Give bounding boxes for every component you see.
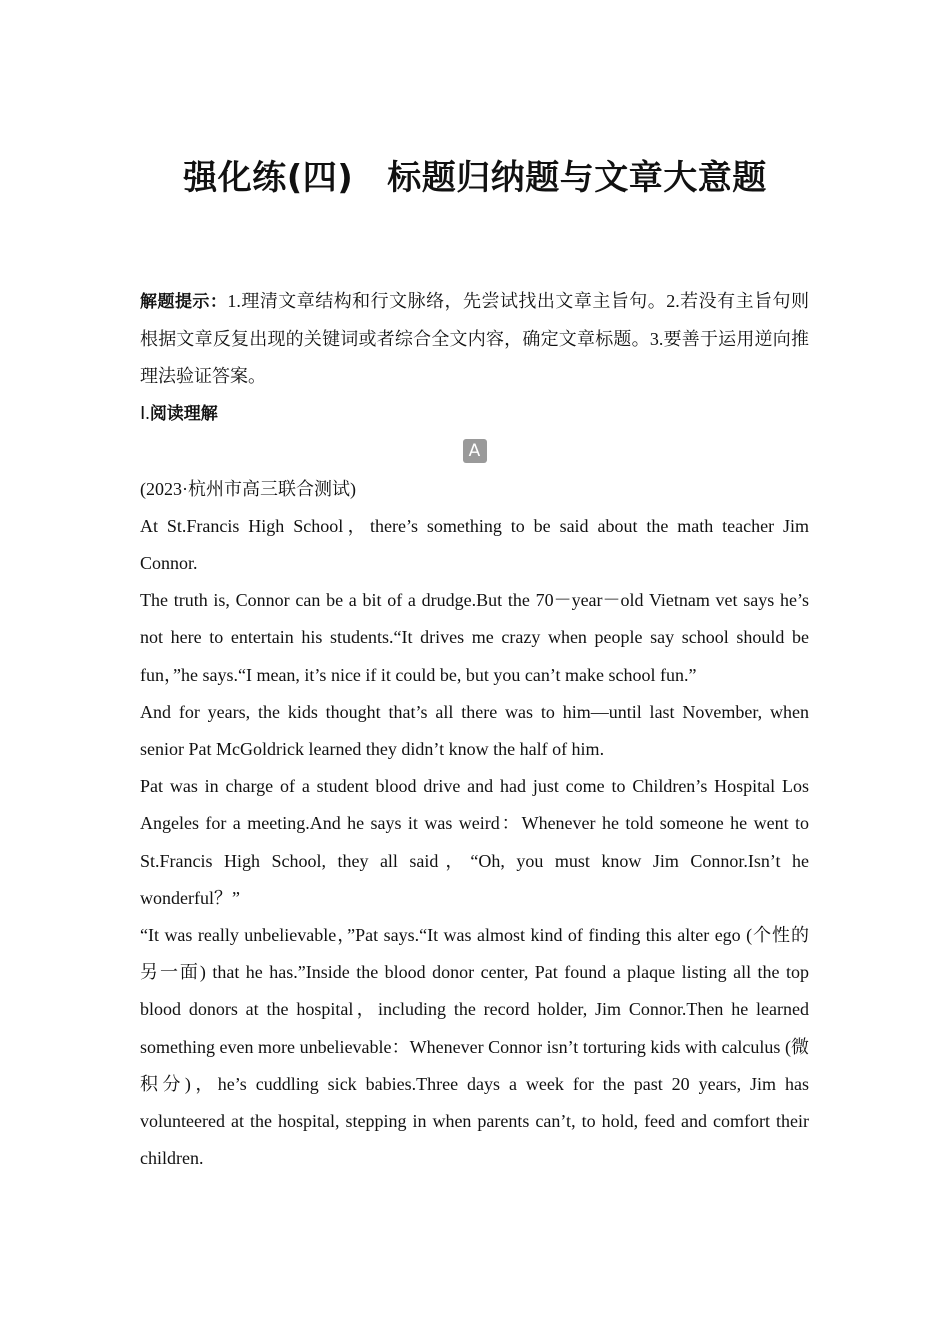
title-part-2: 标题归纳题与文章大意题 [387,158,767,198]
source-line: (2023·杭州市高三联合测试) [140,478,356,499]
passage-badge-row [140,431,809,471]
tips-text: 1.理清文章结构和行文脉络，先尝试找出文章主旨句。2.若没有主旨句则根据文章反复出现的关键词或者综合全文内容，确定文章标题。3.要善于运用逆向推理法验证答案。 [140,291,810,387]
document-body [140,283,809,1177]
title-part-1: 强化练(四) [183,158,354,198]
paragraph-1: At St.Francis High School，there’s something to be said about the math teacher Jim Connor. [140,515,809,574]
paragraph-5: “It was really unbelievable，”Pat says.“It was almost kind of finding this alter ego (个性的另一面) that he has.”Inside the blood donor center, Pat found a plaque listing all the top blood donors at the hospital，including the record holder, Jim Connor.Then he learned something even more unbelievable：Whenever Connor isn’t torturing kids with calculus (微积分)，he’s cuddling sick babies.Three days a week for the past 20 years, Jim has volunteered at the hospital, stepping in when parents can’t, to hold, feed and comfort their children. [140,925,809,1169]
tips-paragraph [140,283,809,396]
passage-badge: A [463,439,487,463]
paragraph-3: And for years, the kids thought that’s all there was to him—until last November, when senior Pat McGoldrick learned they didn’t know the half of him. [140,701,809,760]
paragraph-4: Pat was in charge of a student blood drive and had just come to Children’s Hospital Los Angeles for a meeting.And he says it was weird：Whenever he told someone he went to St.Francis High School, they all said，“Oh, you must know Jim Connor.Isn’t he wonderful？” [140,776,809,908]
page-title [0,150,950,206]
paragraph-2: The truth is, Connor can be a bit of a drudge.But the 70－year－old Vietnam vet says he’s not here to entertain his students.“It drives me crazy when people say school should be fun，”he says.“I mean, it’s nice if it could be, but you can’t make school fun.” [140,590,809,685]
section-numeral: Ⅰ. [140,402,150,423]
section-label: 阅读理解 [149,403,218,424]
tips-label: 解题提示： [140,292,228,312]
section-heading [140,396,809,431]
